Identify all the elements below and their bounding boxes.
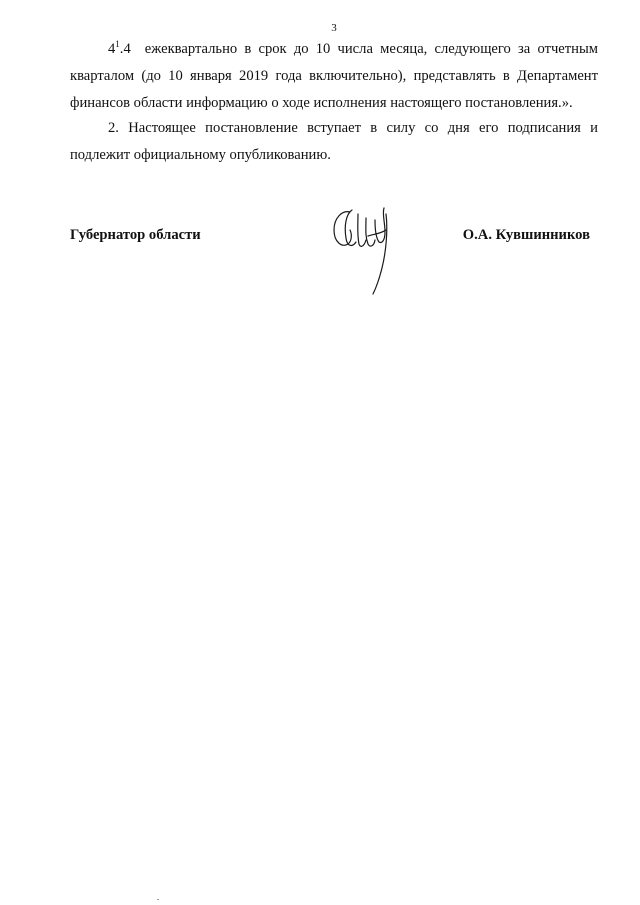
paragraph-1-text: ежеквартально в срок до 10 числа месяца, следующего за отчетным кварталом (до 10 января 2019 года включительно), представлять в Департамент финансов области информацию о ходе исполнения настоящего постановления.». [70,41,598,111]
handwritten-signature [328,200,400,298]
signatory-title: Губернатор области [70,227,201,243]
scan-artifact-dot [157,899,159,900]
item-number [108,36,131,63]
signatory-name: О.А. Кувшинников [462,227,590,243]
paragraph-item-4-1-4 [70,36,598,117]
item-number-tail: .4 [119,41,131,57]
paragraph-2-text: 2. Настоящее постановление вступает в силу со дня его подписания и подлежит официальному опубликованию. [70,120,598,163]
item-number-main: 4 [108,41,116,57]
paragraph-2 [70,115,598,169]
page-number: 3 [331,22,337,34]
item-number-superscript: 1 [115,39,120,50]
